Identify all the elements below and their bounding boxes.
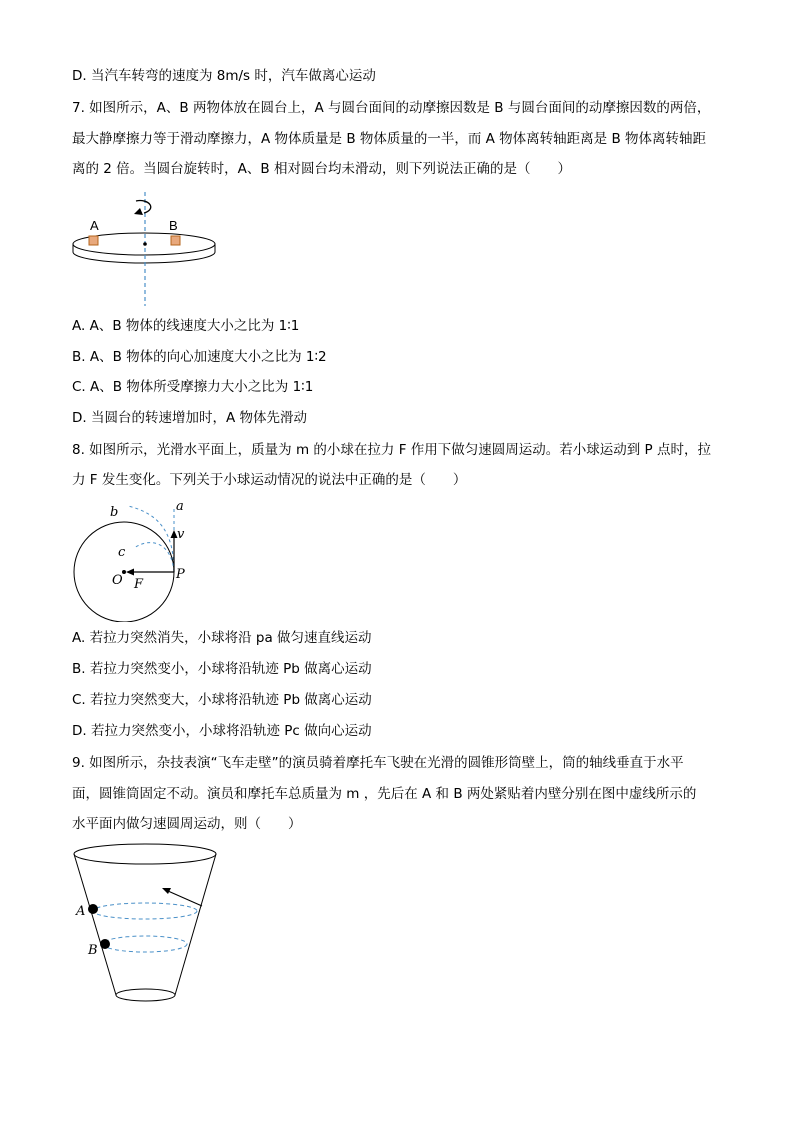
- q8-label-v: v: [177, 527, 185, 542]
- q9-stem-line-3: 水平面内做匀速圆周运动，则（ ）: [72, 816, 302, 832]
- q8-stem-line-2: 力 F 发生变化。下列关于小球运动情况的说法中正确的是（ ）: [72, 472, 467, 488]
- q7-option-c: C. A、B 物体所受摩擦力大小之比为 1∶1: [72, 379, 314, 395]
- q7-option-b: B. A、B 物体的向心加速度大小之比为 1∶2: [72, 349, 327, 365]
- q7-option-a: A. A、B 物体的线速度大小之比为 1∶1: [72, 318, 300, 334]
- q8-figure-circular-motion: [72, 496, 202, 622]
- q9-stem-line-1: 9. 如图所示，杂技表演“飞车走壁”的演员骑着摩托车飞驶在光滑的圆锥形筒壁上，筒的轴线垂直于水平: [72, 755, 684, 771]
- q9-label-b: B: [88, 943, 98, 958]
- q8-label-c: c: [118, 545, 126, 560]
- q9-stem-line-2: 面，圆锥筒固定不动。演员和摩托车总质量为 m ，先后在 A 和 B 两处紧贴着内壁分别在图中虚线所示的: [72, 786, 697, 802]
- q8-label-p: P: [176, 567, 185, 582]
- q8-label-b: b: [110, 505, 119, 520]
- q8-stem-line-1: 8. 如图所示，光滑水平面上，质量为 m 的小球在拉力 F 作用下做匀速圆周运动。若小球运动到 P 点时，拉: [72, 442, 711, 458]
- q7-option-d: D. 当圆台的转速增加时，A 物体先滑动: [72, 410, 308, 426]
- q7-stem-line-3: 离的 2 倍。当圆台旋转时，A、B 相对圆台均未滑动，则下列说法正确的是（ ）: [72, 161, 571, 177]
- q7-block-b: [171, 236, 180, 245]
- q8-option-a: A. 若拉力突然消失，小球将沿 pa 做匀速直线运动: [72, 630, 372, 646]
- q8-label-a: a: [176, 499, 184, 514]
- q6-option-d: D. 当汽车转弯的速度为 8m/s 时，汽车做离心运动: [72, 68, 376, 84]
- q7-block-a: [89, 236, 98, 245]
- q8-option-b: B. 若拉力突然变小，小球将沿轨迹 Pb 做离心运动: [72, 661, 372, 677]
- q9-figure-cone: [72, 842, 232, 1006]
- q8-option-d: D. 若拉力突然变小，小球将沿轨迹 Pc 做向心运动: [72, 723, 372, 739]
- q7-stem-line-1: 7. 如图所示，A、B 两物体放在圆台上，A 与圆台面间的动摩擦因数是 B 与圆台面间的动摩擦因数的两倍，: [72, 100, 711, 116]
- q7-label-b: B: [169, 218, 178, 233]
- q7-label-a: A: [90, 218, 99, 233]
- q8-label-o: O: [112, 573, 123, 588]
- q7-figure-turntable: [68, 188, 248, 308]
- q7-stem-line-2: 最大静摩擦力等于滑动摩擦力，A 物体质量是 B 物体质量的一半，而 A 物体离转轴距离是 B 物体离转轴距: [72, 131, 707, 147]
- q8-option-c: C. 若拉力突然变大，小球将沿轨迹 Pb 做离心运动: [72, 692, 372, 708]
- q8-label-f: F: [134, 577, 144, 592]
- q9-label-a: A: [76, 904, 86, 919]
